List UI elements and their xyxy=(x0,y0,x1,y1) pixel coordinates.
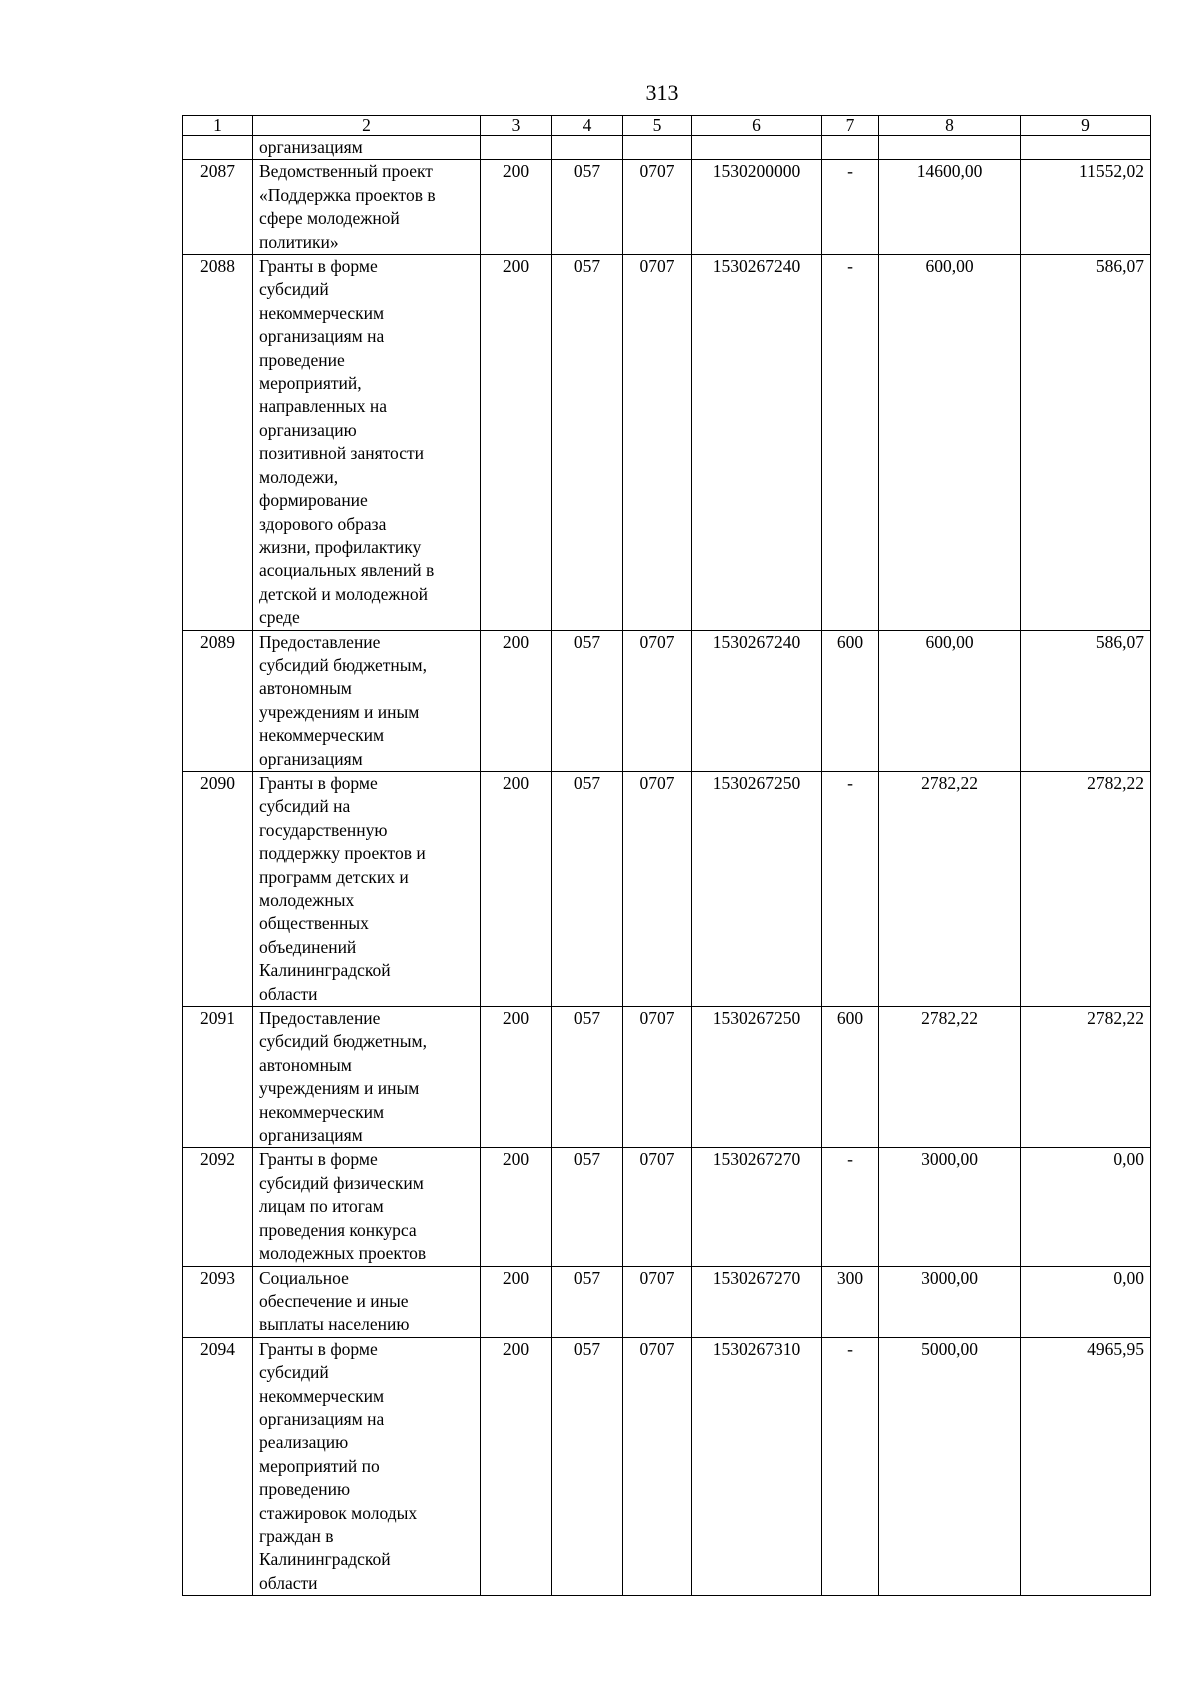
row-number: 2088 xyxy=(183,255,253,631)
col5-code: 0707 xyxy=(623,1337,692,1595)
row-number: 2087 xyxy=(183,160,253,255)
col4-code: 057 xyxy=(552,630,623,771)
row-name-line: среде xyxy=(259,607,300,628)
col8-amount: 600,00 xyxy=(879,255,1021,631)
row-name xyxy=(253,255,481,631)
col6-code: 1530267240 xyxy=(692,255,822,631)
col6-code: 1530267310 xyxy=(692,1337,822,1595)
row-name-line: проведению xyxy=(259,1479,351,1500)
row-name-line: «Поддержка проектов в xyxy=(259,184,436,205)
row-name-line: области xyxy=(259,1572,318,1593)
row-name-line: субсидий бюджетным, xyxy=(259,1031,427,1052)
empty-cell xyxy=(1021,136,1151,160)
table-row xyxy=(183,1266,1151,1337)
row-name xyxy=(253,630,481,771)
col4-code: 057 xyxy=(552,255,623,631)
row-name-line: мероприятий по xyxy=(259,1455,380,1476)
col9-amount: 586,07 xyxy=(1021,255,1151,631)
row-name-line: организациям на xyxy=(259,326,385,347)
col4-code: 057 xyxy=(552,1007,623,1148)
row-name-line: государственную xyxy=(259,819,388,840)
row-name-line: организациям xyxy=(259,748,363,769)
col9-amount: 2782,22 xyxy=(1021,771,1151,1006)
header-cell: 3 xyxy=(481,116,552,136)
row-name-line: молодежных проектов xyxy=(259,1243,427,1264)
row-name-line: молодежных xyxy=(259,890,355,910)
col8-amount: 14600,00 xyxy=(879,160,1021,255)
row-name-line: Предоставление xyxy=(259,631,381,652)
row-name-line: Социальное xyxy=(259,1267,349,1288)
col5-code: 0707 xyxy=(623,160,692,255)
col5-code: 0707 xyxy=(623,1266,692,1337)
row-name-line: мероприятий, xyxy=(259,373,362,394)
row-number: 2091 xyxy=(183,1007,253,1148)
row-name xyxy=(253,1266,481,1337)
row-name-line: субсидий xyxy=(259,279,329,300)
col4-code: 057 xyxy=(552,1266,623,1337)
continuation-text: организациям xyxy=(253,136,481,160)
row-number: 2092 xyxy=(183,1148,253,1266)
row-name-line: асоциальных явлений в xyxy=(259,560,435,581)
row-name-line: области xyxy=(259,983,318,1004)
row-name xyxy=(253,771,481,1006)
col7-code: - xyxy=(822,1148,879,1266)
row-name-line: учреждениям и иным xyxy=(259,1078,420,1099)
row-name xyxy=(253,1148,481,1266)
empty-cell xyxy=(623,136,692,160)
col7-code: 300 xyxy=(822,1266,879,1337)
table-row xyxy=(183,1148,1151,1266)
col7-code: 600 xyxy=(822,630,879,771)
row-number: 2090 xyxy=(183,771,253,1006)
row-name xyxy=(253,160,481,255)
col8-amount: 3000,00 xyxy=(879,1148,1021,1266)
col3-code: 200 xyxy=(481,160,552,255)
empty-cell xyxy=(879,136,1021,160)
row-name-line: здорового образа xyxy=(259,513,387,534)
table-row xyxy=(183,1337,1151,1595)
row-name-line: лицам по итогам xyxy=(259,1196,384,1217)
row-name-line: Гранты в форме xyxy=(259,1338,378,1359)
col6-code: 1530200000 xyxy=(692,160,822,255)
row-name-line: организациям xyxy=(259,1125,363,1146)
col9-amount: 2782,22 xyxy=(1021,1007,1151,1148)
col3-code: 200 xyxy=(481,630,552,771)
table-row xyxy=(183,255,1151,631)
row-name-line: учреждениям и иным xyxy=(259,701,420,722)
header-cell: 7 xyxy=(822,116,879,136)
col7-code: 600 xyxy=(822,1007,879,1148)
row-name-line: политики» xyxy=(259,231,339,252)
col9-amount: 4965,95 xyxy=(1021,1337,1151,1595)
row-name-line: организациям на xyxy=(259,1408,385,1429)
header-cell: 5 xyxy=(623,116,692,136)
empty-cell xyxy=(481,136,552,160)
continuation-row xyxy=(183,136,1151,160)
row-name-line: автономным xyxy=(259,1054,352,1075)
row-name-line: стажировок молодых xyxy=(259,1502,418,1523)
page-number: 313 xyxy=(645,80,679,105)
header-cell: 2 xyxy=(253,116,481,136)
row-name-line: объединений xyxy=(259,936,357,957)
row-name-line: некоммерческим xyxy=(259,1385,385,1406)
col3-code: 200 xyxy=(481,1007,552,1148)
col5-code: 0707 xyxy=(623,1007,692,1148)
col6-code: 1530267240 xyxy=(692,630,822,771)
empty-cell xyxy=(552,136,623,160)
table-row xyxy=(183,771,1151,1006)
row-name-line: граждан в xyxy=(259,1525,334,1546)
col7-code: - xyxy=(822,255,879,631)
row-name-line: некоммерческим xyxy=(259,1101,385,1122)
col9-amount: 586,07 xyxy=(1021,630,1151,771)
header-cell: 8 xyxy=(879,116,1021,136)
col6-code: 1530267250 xyxy=(692,771,822,1006)
row-name-line: обеспечение и иные xyxy=(259,1290,409,1311)
row-name-line: некоммерческим xyxy=(259,302,385,323)
table-row xyxy=(183,160,1151,255)
col3-code: 200 xyxy=(481,255,552,631)
col5-code: 0707 xyxy=(623,630,692,771)
col6-code: 1530267270 xyxy=(692,1148,822,1266)
row-name-line: субсидий на xyxy=(259,796,351,817)
empty-cell xyxy=(692,136,822,160)
col5-code: 0707 xyxy=(623,771,692,1006)
col7-code: - xyxy=(822,1337,879,1595)
col9-amount: 0,00 xyxy=(1021,1148,1151,1266)
table-row xyxy=(183,1007,1151,1148)
header-cell: 1 xyxy=(183,116,253,136)
row-name-line: субсидий xyxy=(259,1362,329,1383)
col7-code: - xyxy=(822,160,879,255)
row-name-line: жизни, профилактику xyxy=(259,536,422,557)
col5-code: 0707 xyxy=(623,255,692,631)
col3-code: 200 xyxy=(481,1148,552,1266)
row-name-line: Калининградской xyxy=(259,1549,391,1570)
row-name-line: субсидий физическим xyxy=(259,1172,424,1193)
col9-amount: 11552,02 xyxy=(1021,160,1151,255)
row-name-line: детской и молодежной xyxy=(259,583,428,604)
row-name-line: позитивной занятости xyxy=(259,443,425,464)
col8-amount: 2782,22 xyxy=(879,771,1021,1006)
row-name-line: некоммерческим xyxy=(259,725,385,746)
header-cell: 9 xyxy=(1021,116,1151,136)
col4-code: 057 xyxy=(552,771,623,1006)
col7-code: - xyxy=(822,771,879,1006)
row-name-line: молодежи, xyxy=(259,466,339,487)
row-name-line: поддержку проектов и xyxy=(259,843,426,864)
row-name xyxy=(253,1337,481,1595)
col4-code: 057 xyxy=(552,1337,623,1595)
row-name-line: направленных на xyxy=(259,396,388,417)
col3-code: 200 xyxy=(481,1266,552,1337)
empty-cell xyxy=(822,136,879,160)
row-name-line: программ детских и xyxy=(259,866,409,887)
col3-code: 200 xyxy=(481,1337,552,1595)
row-number: 2089 xyxy=(183,630,253,771)
col8-amount: 3000,00 xyxy=(879,1266,1021,1337)
col4-code: 057 xyxy=(552,1148,623,1266)
col5-code: 0707 xyxy=(623,1148,692,1266)
row-name-line: субсидий бюджетным, xyxy=(259,654,427,675)
header-row xyxy=(183,116,1151,136)
row-name-line: Гранты в форме xyxy=(259,256,378,277)
row-name-line: сфере молодежной xyxy=(259,208,400,229)
row-name-line: Предоставление xyxy=(259,1008,381,1029)
empty-cell xyxy=(183,136,253,160)
col6-code: 1530267270 xyxy=(692,1266,822,1337)
budget-table xyxy=(182,115,1151,1596)
row-name-line: реализацию xyxy=(259,1432,349,1453)
header-cell: 4 xyxy=(552,116,623,136)
row-number: 2093 xyxy=(183,1266,253,1337)
row-name-line: проведения конкурса xyxy=(259,1219,417,1240)
row-name-line: Ведомственный проект xyxy=(259,161,433,182)
col3-code: 200 xyxy=(481,771,552,1006)
row-name-line: Гранты в форме xyxy=(259,1149,378,1170)
row-name-line: Гранты в форме xyxy=(259,772,378,793)
row-name-line: Калининградской xyxy=(259,960,391,981)
row-name-line: общественных xyxy=(259,913,369,934)
header-cell: 6 xyxy=(692,116,822,136)
row-name-line: проведение xyxy=(259,349,345,370)
table-row xyxy=(183,630,1151,771)
col9-amount: 0,00 xyxy=(1021,1266,1151,1337)
row-name-line: автономным xyxy=(259,678,352,699)
col6-code: 1530267250 xyxy=(692,1007,822,1148)
col8-amount: 5000,00 xyxy=(879,1337,1021,1595)
row-name-line: выплаты населению xyxy=(259,1314,410,1335)
col4-code: 057 xyxy=(552,160,623,255)
row-name-line: формирование xyxy=(259,490,368,511)
col8-amount: 2782,22 xyxy=(879,1007,1021,1148)
row-name xyxy=(253,1007,481,1148)
row-number: 2094 xyxy=(183,1337,253,1595)
row-name-line: организацию xyxy=(259,419,357,440)
col8-amount: 600,00 xyxy=(879,630,1021,771)
